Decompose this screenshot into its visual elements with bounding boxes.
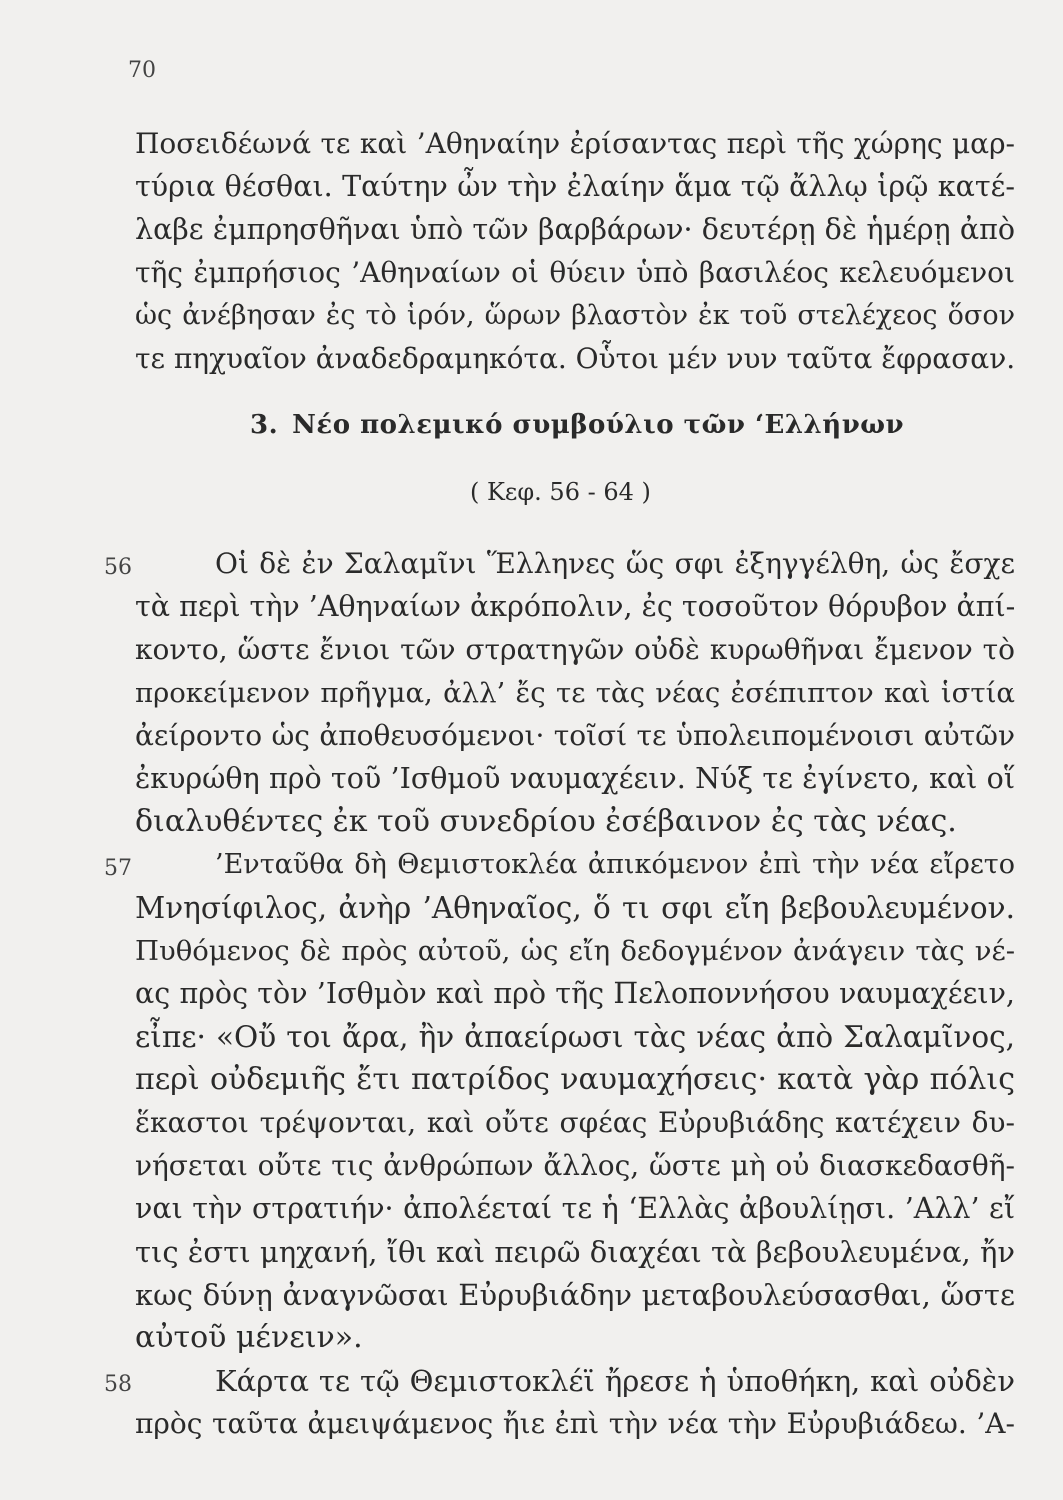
text-line: νήσεται οὔτε τις ἀνθρώπων ἄλλος, ὥστε μὴ οὐ διασκεδασθῆ- [135, 1149, 1015, 1182]
text-line: τὰ περὶ τὴν ’Αθηναίων ἀκρόπολιν, ἐς τοσοῦτον θόρυβον ἀπί- [135, 590, 1016, 623]
section-subtitle: ( Κεφ. 56 - 64 ) [470, 478, 651, 506]
text-line: Μνησίφιλος, ἀνὴρ ’Αθηναῖος, ὅ τι σφι εἴη βεβουλευμένον. [135, 891, 1015, 925]
text-line: ’Ενταῦθα δὴ Θεμιστοκλέα ἀπικόμενον ἐπὶ τὴν νέα εἴρετο [215, 849, 1015, 880]
text-line: Ποσειδέωνά τε καὶ ’Αθηναίην ἐρίσαντας περὶ τῆς χώρης μαρ- [135, 127, 1015, 160]
chapter-marker: 58 [104, 1372, 132, 1397]
text-line: ὡς ἀνέβησαν ἐς τὸ ἱρόν, ὥρων βλαστὸν ἐκ τοῦ στελέχεος ὅσον [135, 300, 1015, 331]
text-line: διαλυθέντες ἐκ τοῦ συνεδρίου ἐσέβαινον ἐς τὰς νέας. [135, 804, 957, 839]
text-line: τε πηχυαῖον ἀναδεδραμηκότα. Οὗτοι μέν νυν ταῦτα ἔφρασαν. [135, 342, 1016, 375]
text-line: λαβε ἐμπρησθῆναι ὑπὸ τῶν βαρβάρων· δευτέρῃ δὲ ἡμέρῃ ἀπὸ [135, 213, 1015, 246]
text-line: προκείμενον πρῆγμα, ἀλλ’ ἔς τε τὰς νέας ἐσέπιπτον καὶ ἱστία [135, 677, 1015, 709]
chapter-marker: 56 [104, 555, 132, 580]
text-line: κως δύνῃ ἀναγνῶσαι Εὐρυβιάδην μεταβουλεύσασθαι, ὥστε [135, 1278, 1015, 1312]
text-line: αὐτοῦ μένειν». [135, 1320, 363, 1355]
text-line: τῆς ἐμπρήσιος ’Αθηναίων οἱ θύειν ὑπὸ βασιλέος κελευόμενοι [135, 256, 1015, 289]
chapter-marker: 57 [104, 856, 132, 881]
section-number: 3. [250, 410, 279, 440]
text-line: εἶπε· «Οὔ τοι ἄρα, ἢν ἀπαείρωσι τὰς νέας ἀπὸ Σαλαμῖνος, [135, 1020, 1015, 1054]
text-line: Οἱ δὲ ἐν Σαλαμῖνι Ἕλληνες ὥς σφι ἐξηγγέλθη, ὡς ἔσχε [215, 547, 1015, 580]
section-title: Νέο πολεμικό συμβούλιο τῶν ‘Ελλήνων [292, 410, 905, 440]
text-line: ας πρὸς τὸν ’Ισθμὸν καὶ πρὸ τῆς Πελοποννήσου ναυμαχέειν, [135, 977, 1015, 1010]
text-line: Κάρτα τε τῷ Θεμιστοκλέϊ ἤρεσε ἡ ὑποθήκη, καὶ οὐδὲν [215, 1364, 1015, 1398]
text-line: πρὸς ταῦτα ἀμειψάμενος ἤιε ἐπὶ τὴν νέα τὴν Εὐρυβιάδεω. ’Α- [135, 1407, 1015, 1440]
text-line: κοντο, ὥστε ἔνιοι τῶν στρατηγῶν οὐδὲ κυρωθῆναι ἔμενον τὸ [135, 633, 1015, 666]
text-line: τύρια θέσθαι. Ταύτην ὦν τὴν ἐλαίην ἅμα τῷ ἄλλῳ ἱρῷ κατέ- [135, 170, 1015, 203]
text-line: ἐκυρώθη πρὸ τοῦ ’Ισθμοῦ ναυμαχέειν. Νύξ τε ἐγίνετο, καὶ οἵ [135, 762, 1015, 795]
text-line: περὶ οὐδεμιῆς ἔτι πατρίδος ναυμαχήσεις· κατὰ γὰρ πόλις [135, 1062, 1015, 1097]
text-line: ἕκαστοι τρέψονται, καὶ οὔτε σφέας Εὐρυβιάδης κατέχειν δυ- [135, 1106, 1015, 1139]
text-line: τις ἐστι μηχανή, ἴθι καὶ πειρῶ διαχέαι τὰ βεβουλευμένα, ἤν [135, 1235, 1015, 1269]
page-number: 70 [128, 58, 156, 83]
text-line: ἀείροντο ὡς ἀποθευσόμενοι· τοῖσί τε ὑπολειπομένοισι αὐτῶν [135, 719, 1015, 752]
text-line: ναι τὴν στρατιήν· ἀπολέεταί τε ἡ ‘Ελλὰς ἀβουλίῃσι. ’Αλλ’ εἴ [135, 1192, 1015, 1225]
text-line: Πυθόμενος δὲ πρὸς αὐτοῦ, ὡς εἴη δεδογμένον ἀνάγειν τὰς νέ- [135, 935, 1015, 967]
section-heading [250, 410, 904, 440]
